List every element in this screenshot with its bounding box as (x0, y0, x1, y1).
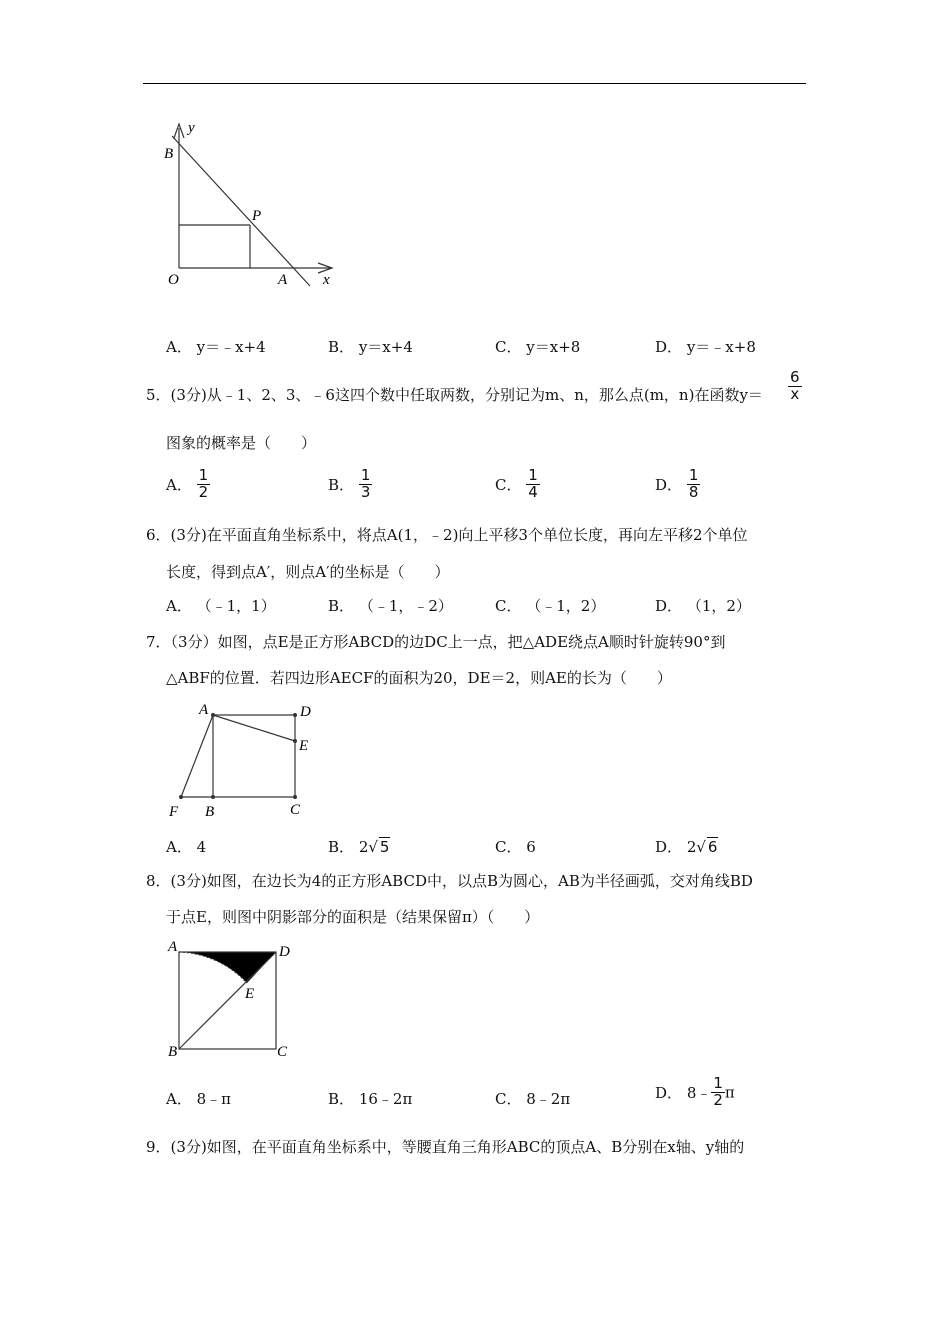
q7-label-c: C (290, 802, 301, 818)
q7-label-b: B (205, 804, 215, 820)
q4-label-a: A (278, 272, 288, 288)
q7-line2: △ABF的位置．若四边形AECF的面积为20，DE＝2，则AE的长为（ ） (166, 669, 672, 687)
q8-label-a: A (168, 939, 178, 955)
q6-option-c: C． （﹣1，2） (495, 597, 606, 615)
q6-option-b: B． （﹣1，﹣2） (328, 597, 453, 615)
q4-label-b: B (164, 146, 174, 162)
q7-label-e: E (299, 738, 309, 754)
q7-label-f: F (169, 804, 179, 820)
q4-line-ab (172, 136, 310, 286)
q8-figure (165, 938, 300, 1063)
q4-option-a: A． y＝﹣x+4 (166, 338, 266, 356)
q7-option-b: B． 2√ 5 (328, 838, 390, 856)
q7-label-d: D (300, 704, 311, 720)
q7-option-c: C． 6 (495, 838, 536, 856)
q4-figure (160, 118, 350, 290)
q5-line1: 5．(3分)从﹣1、2、3、﹣6这四个数中任取两数，分别记为m、n，那么点(m，n)在函数y＝ (146, 386, 763, 404)
q5-option-a: A． $\frac{1}{2}$ (166, 466, 209, 501)
q7-square (213, 715, 295, 797)
q8-label-d: D (279, 944, 290, 960)
q7-figure (165, 698, 325, 824)
q4-label-o: O (168, 272, 179, 288)
q7-line1: 7．（3分）如图，点E是正方形ABCD的边DC上一点，把△ADE绕点A顺时针旋转90°到 (146, 633, 726, 651)
q5-option-d: D． $\frac{1}{8}$ (655, 466, 699, 501)
q6-line2: 长度，得到点A′，则点A′的坐标是（ ） (166, 563, 450, 581)
q8-option-c: C． 8﹣2π (495, 1090, 571, 1108)
q9-line1: 9．(3分)如图，在平面直角坐标系中，等腰直角三角形ABC的顶点A、B分别在x轴、y轴的 (146, 1138, 745, 1156)
q7-label-a: A (199, 702, 209, 718)
q4-label-y: y (188, 120, 195, 136)
header-rule (143, 83, 806, 84)
q7-line-af (181, 715, 213, 797)
q4-option-d: D． y＝﹣x+8 (655, 338, 756, 356)
q4-label-x: x (323, 272, 330, 288)
q4-label-p: P (252, 208, 262, 224)
q7-option-d: D． 2√ 6 (655, 838, 718, 856)
q5-option-c: C． $\frac{1}{4}$ (495, 466, 538, 501)
q8-line2: 于点E，则图中阴影部分的面积是（结果保留π）（ ） (166, 908, 540, 926)
q8-label-c: C (277, 1044, 288, 1060)
q8-line1: 8．(3分)如图，在边长为4的正方形ABCD中，以点B为圆心，AB为半径画弧，交对角线BD (146, 872, 753, 890)
q4-option-b: B． y＝x+4 (328, 338, 413, 356)
q8-option-b: B． 16﹣2π (328, 1090, 413, 1108)
q6-line1: 6．(3分)在平面直角坐标系中，将点A(1，﹣2)向上平移3个单位长度，再向左平移2个单位 (146, 526, 748, 544)
q8-option-a: A． 8﹣π (166, 1090, 232, 1108)
q7-option-a: A． 4 (166, 838, 207, 856)
q4-option-c: C． y＝x+8 (495, 338, 581, 356)
q6-option-a: A． （﹣1，1） (166, 597, 276, 615)
q6-option-d: D． （1，2） (655, 597, 751, 615)
q7-line-ae (213, 715, 295, 741)
q8-shaded-region (179, 952, 276, 983)
q8-label-e: E (245, 986, 255, 1002)
q5-line2: 图象的概率是（ ） (166, 434, 317, 452)
q8-label-b: B (168, 1044, 178, 1060)
q5-option-b: B． $\frac{1}{3}$ (328, 466, 371, 501)
q8-option-d: D． 8﹣ $\frac{1}{2}$ π (655, 1074, 735, 1109)
q5-fraction: $\frac{6}{x}$ (790, 368, 800, 403)
